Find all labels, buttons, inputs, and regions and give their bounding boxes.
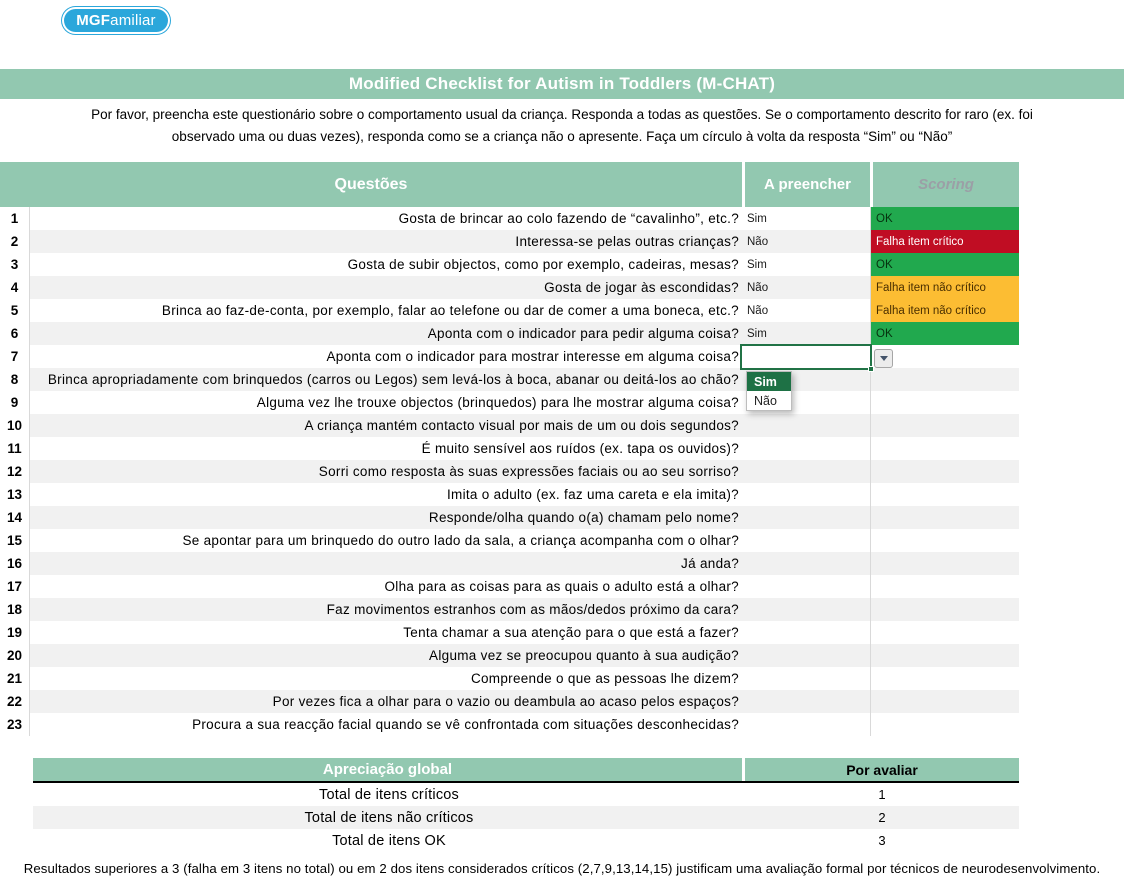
- row-number: 7: [0, 345, 30, 368]
- cell-fill-handle[interactable]: [868, 366, 874, 372]
- scoring-cell: [871, 529, 1019, 552]
- row-number: 15: [0, 529, 30, 552]
- answer-cell[interactable]: [742, 667, 871, 690]
- scoring-note: Resultados superiores a 3 (falha em 3 itens no total) ou em 2 dos itens considerados críticos (2,7,9,13,14,15) justificam uma avaliação formal por técnicos de neurodesenvolvimento.: [23, 861, 1101, 876]
- summary-row: [33, 806, 1019, 829]
- answer-cell[interactable]: Não: [742, 276, 871, 299]
- selected-answer-cell[interactable]: [740, 344, 872, 370]
- row-number: 22: [0, 690, 30, 713]
- question-cell: Imita o adulto (ex. faz uma careta e ela imita)?: [446, 487, 739, 502]
- question-row: [0, 276, 1019, 299]
- questions-table-header: [0, 162, 1019, 207]
- row-number: 13: [0, 483, 30, 506]
- summary-table: [33, 758, 1019, 852]
- row-number: 5: [0, 299, 30, 322]
- instructions-text: [47, 104, 1077, 147]
- question-cell: Brinca ao faz-de-conta, por exemplo, falar ao telefone ou dar de comer a uma boneca, etc.?: [161, 303, 739, 318]
- question-row: [0, 414, 1019, 437]
- question-cell: Responde/olha quando o(a) chamam pelo nome?: [30, 506, 742, 529]
- row-number: 3: [0, 253, 30, 276]
- scoring-cell: [871, 621, 1019, 644]
- scoring-cell: [871, 506, 1019, 529]
- summary-title: Apreciação global: [33, 758, 742, 781]
- question-cell: Gosta de subir objectos, como por exemplo, cadeiras, mesas?: [347, 257, 739, 272]
- summary-row-value: 2: [878, 810, 886, 825]
- question-row: [0, 690, 1019, 713]
- question-cell: Sorri como resposta às suas expressões faciais ou ao seu sorriso?: [30, 460, 742, 483]
- row-number: 17: [0, 575, 30, 598]
- summary-body: [33, 781, 1019, 852]
- question-cell: Brinca apropriadamente com brinquedos (carros ou Legos) sem levá-los à boca, abanar ou deitá-los ao chão?: [30, 368, 742, 391]
- answer-cell[interactable]: [742, 483, 871, 506]
- row-number: 6: [0, 322, 30, 345]
- question-cell: Já anda?: [30, 552, 742, 575]
- row-number: 2: [0, 230, 30, 253]
- summary-column-header: Por avaliar: [745, 758, 1019, 781]
- form-title: Modified Checklist for Autism in Toddlers (M-CHAT): [348, 74, 776, 93]
- question-row: [0, 713, 1019, 736]
- scoring-cell: [871, 713, 1019, 736]
- scoring-cell: OK: [871, 207, 1019, 230]
- question-row: [0, 230, 1019, 253]
- question-row: [0, 391, 1019, 414]
- summary-row-value: 1: [878, 787, 886, 802]
- scoring-cell: [871, 575, 1019, 598]
- question-cell: Aponta com o indicador para pedir alguma coisa?: [30, 322, 742, 345]
- answer-dropdown-list: [746, 371, 792, 411]
- scoring-cell: [871, 437, 1019, 460]
- scoring-cell: Falha item não crítico: [871, 299, 1019, 322]
- question-row: [0, 552, 1019, 575]
- chevron-down-icon: [880, 356, 888, 361]
- row-number: 8: [0, 368, 30, 391]
- dropdown-button[interactable]: [874, 349, 893, 368]
- logo-text-rest: amiliar: [110, 12, 156, 29]
- summary-row-label: Total de itens críticos: [319, 786, 459, 803]
- dropdown-option[interactable]: Sim: [747, 372, 791, 391]
- question-row: [0, 437, 1019, 460]
- answer-cell[interactable]: [742, 713, 871, 736]
- row-number: 16: [0, 552, 30, 575]
- scoring-cell: [871, 598, 1019, 621]
- row-number: 21: [0, 667, 30, 690]
- question-row: [0, 299, 1019, 322]
- scoring-cell: [871, 460, 1019, 483]
- question-cell: Faz movimentos estranhos com as mãos/dedos próximo da cara?: [30, 598, 742, 621]
- question-row: [0, 667, 1019, 690]
- mgfamiliar-logo: [62, 7, 170, 34]
- summary-row-label: Total de itens OK: [332, 832, 446, 849]
- question-cell: Gosta de brincar ao colo fazendo de “cavalinho”, etc.?: [398, 211, 739, 226]
- answer-cell[interactable]: [742, 644, 871, 667]
- scoring-cell: Falha item crítico: [871, 230, 1019, 253]
- question-row: [0, 644, 1019, 667]
- instructions-line-2: observado uma ou duas vezes), responda como se a criança não o apresente. Faça um círculo à volta da resposta “Sim” ou “Não”: [171, 128, 953, 144]
- scoring-cell: [871, 391, 1019, 414]
- summary-row-label: Total de itens não críticos: [304, 809, 474, 826]
- scoring-cell: [871, 667, 1019, 690]
- question-cell: Se apontar para um brinquedo do outro lado da sala, a criança acompanha com o olhar?: [182, 533, 739, 548]
- question-cell: Aponta com o indicador para mostrar interesse em alguma coisa?: [326, 349, 739, 364]
- question-row: [0, 207, 1019, 230]
- scoring-cell: OK: [871, 253, 1019, 276]
- row-number: 9: [0, 391, 30, 414]
- question-row: [0, 460, 1019, 483]
- row-number: 11: [0, 437, 30, 460]
- answer-cell[interactable]: Não: [742, 299, 871, 322]
- summary-header: [33, 758, 1019, 781]
- summary-row-value: 3: [878, 833, 886, 848]
- question-cell: Procura a sua reacção facial quando se vê confrontada com situações desconhecidas?: [192, 717, 739, 732]
- scoring-cell: [871, 345, 1019, 368]
- logo-text-bold: MGF: [76, 12, 111, 29]
- column-header-a-preencher: A preencher: [745, 162, 870, 207]
- instructions-line-1: Por favor, preencha este questionário sobre o comportamento usual da criança. Responda a todas as questões. Se o comportamento descrito for raro (ex. foi: [91, 107, 1033, 122]
- row-number: 4: [0, 276, 30, 299]
- dropdown-option[interactable]: Não: [747, 391, 791, 410]
- scoring-cell: [871, 644, 1019, 667]
- summary-row: [33, 829, 1019, 852]
- question-row: [0, 483, 1019, 506]
- scoring-cell: OK: [871, 322, 1019, 345]
- question-row: [0, 529, 1019, 552]
- scoring-cell: [871, 552, 1019, 575]
- form-title-bar: [0, 69, 1124, 99]
- question-cell: Tenta chamar a sua atenção para o que está a fazer?: [403, 625, 739, 640]
- scoring-cell: [871, 368, 1019, 391]
- row-number: 1: [0, 207, 30, 230]
- row-number: 10: [0, 414, 30, 437]
- scoring-cell: [871, 414, 1019, 437]
- row-number: 18: [0, 598, 30, 621]
- answer-cell[interactable]: [742, 690, 871, 713]
- answer-cell[interactable]: [742, 437, 871, 460]
- question-row: [0, 253, 1019, 276]
- question-row: [0, 621, 1019, 644]
- question-row: [0, 322, 1019, 345]
- answer-cell[interactable]: [742, 575, 871, 598]
- question-cell: Olha para as coisas para as quais o adulto está a olhar?: [384, 579, 739, 594]
- question-row: [0, 598, 1019, 621]
- row-number: 23: [0, 713, 30, 736]
- answer-cell[interactable]: Sim: [742, 207, 871, 230]
- answer-cell[interactable]: [742, 552, 871, 575]
- answer-cell[interactable]: Sim: [742, 322, 871, 345]
- column-header-scoring: Scoring: [873, 162, 1019, 207]
- question-row: [0, 506, 1019, 529]
- summary-row: [33, 783, 1019, 806]
- question-cell: Compreende o que as pessoas lhe dizem?: [470, 671, 739, 686]
- answer-cell[interactable]: Não: [742, 230, 871, 253]
- questions-table-body: [0, 207, 1019, 736]
- column-header-questions: Questões: [0, 162, 742, 207]
- question-row: [0, 575, 1019, 598]
- answer-cell[interactable]: [742, 621, 871, 644]
- answer-cell[interactable]: [742, 506, 871, 529]
- question-cell: Gosta de jogar às escondidas?: [30, 276, 742, 299]
- question-cell: Alguma vez lhe trouxe objectos (brinquedos) para lhe mostrar alguma coisa?: [256, 395, 739, 410]
- row-number: 20: [0, 644, 30, 667]
- row-number: 12: [0, 460, 30, 483]
- answer-cell[interactable]: [742, 598, 871, 621]
- scoring-cell: [871, 483, 1019, 506]
- answer-cell[interactable]: [742, 414, 871, 437]
- question-cell: Por vezes fica a olhar para o vazio ou deambula ao acaso pelos espaços?: [30, 690, 742, 713]
- answer-cell[interactable]: [742, 529, 871, 552]
- row-number: 19: [0, 621, 30, 644]
- question-cell: A criança mantém contacto visual por mais de um ou dois segundos?: [30, 414, 742, 437]
- answer-cell[interactable]: [742, 460, 871, 483]
- question-cell: É muito sensível aos ruídos (ex. tapa os ouvidos)?: [421, 441, 739, 456]
- row-number: 14: [0, 506, 30, 529]
- scoring-cell: Falha item não crítico: [871, 276, 1019, 299]
- scoring-cell: [871, 690, 1019, 713]
- answer-cell[interactable]: Sim: [742, 253, 871, 276]
- question-row: [0, 368, 1019, 391]
- question-cell: Alguma vez se preocupou quanto à sua audição?: [30, 644, 742, 667]
- question-cell: Interessa-se pelas outras crianças?: [30, 230, 742, 253]
